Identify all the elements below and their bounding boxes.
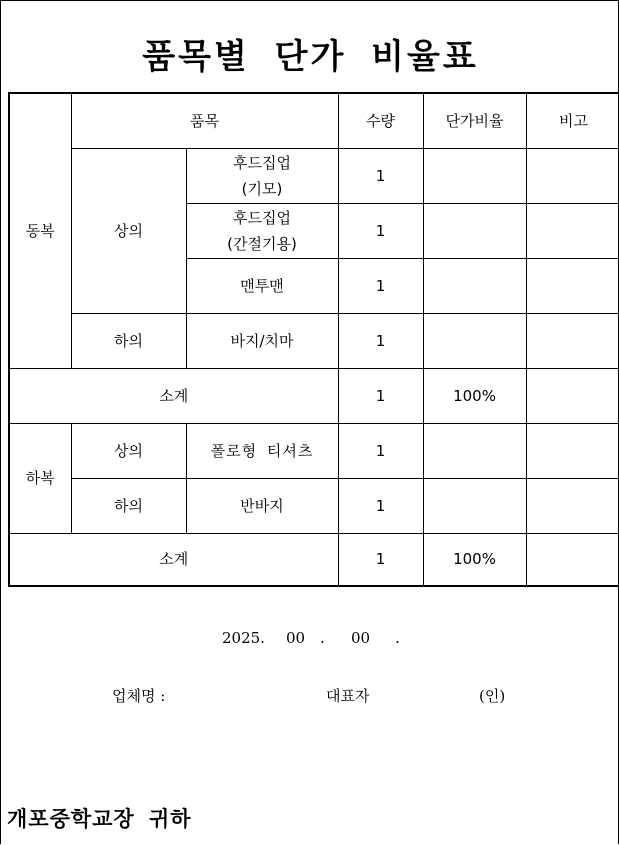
item-price-ratio: [423, 313, 526, 368]
representative-label: 대표자: [326, 687, 370, 705]
item-name: 반바지: [186, 478, 338, 533]
item-name: [186, 148, 338, 203]
seal-mark: (인): [479, 687, 506, 705]
winter-bottom-label: 하의: [71, 313, 186, 368]
addressee: 개포중학교장 귀하: [7, 806, 192, 831]
item-remarks: [526, 203, 619, 258]
item-quantity: 1: [338, 258, 423, 313]
item-name-line1: 후드집업: [233, 153, 291, 172]
date-separator: .: [320, 629, 325, 647]
item-name-line2: (간절기용): [227, 234, 297, 253]
price-ratio-table: [8, 92, 619, 587]
subtotal-remarks: [526, 533, 619, 586]
winter-uniform-label: 동복: [9, 93, 71, 368]
item-price-ratio: [423, 423, 526, 478]
item-name-line2: (기모): [241, 179, 283, 198]
header-row: [9, 93, 619, 148]
header-item: 품목: [71, 93, 338, 148]
summer-uniform-label: 하복: [9, 423, 71, 533]
item-name-line1: 후드집업: [233, 208, 291, 227]
item-quantity: 1: [338, 423, 423, 478]
subtotal-quantity: 1: [338, 368, 423, 423]
item-quantity: 1: [338, 148, 423, 203]
subtotal-label: 소계: [9, 533, 338, 586]
item-remarks: [526, 478, 619, 533]
subtotal-row: [9, 533, 619, 586]
date-month: 00: [286, 629, 306, 647]
item-name: 바지/치마: [186, 313, 338, 368]
winter-top-label: 상의: [71, 148, 186, 313]
item-quantity: 1: [338, 313, 423, 368]
item-quantity: 1: [338, 203, 423, 258]
subtotal-row: [9, 368, 619, 423]
item-remarks: [526, 258, 619, 313]
table-row: [9, 148, 619, 203]
summer-top-label: 상의: [71, 423, 186, 478]
subtotal-ratio: 100%: [423, 368, 526, 423]
table-row: [9, 478, 619, 533]
item-name: 폴로형 티셔츠: [186, 423, 338, 478]
table-row: [9, 423, 619, 478]
item-price-ratio: [423, 258, 526, 313]
item-remarks: [526, 313, 619, 368]
date-year: 2025.: [222, 629, 265, 647]
subtotal-remarks: [526, 368, 619, 423]
header-remarks: 비고: [526, 93, 619, 148]
item-price-ratio: [423, 148, 526, 203]
date-day: 00: [351, 629, 371, 647]
item-quantity: 1: [338, 478, 423, 533]
item-price-ratio: [423, 203, 526, 258]
date-separator: .: [395, 629, 400, 647]
subtotal-quantity: 1: [338, 533, 423, 586]
subtotal-label: 소계: [9, 368, 338, 423]
header-quantity: 수량: [338, 93, 423, 148]
document-title: 품목별 단가 비율표: [142, 37, 479, 77]
item-remarks: [526, 423, 619, 478]
summer-bottom-label: 하의: [71, 478, 186, 533]
item-name: [186, 203, 338, 258]
company-name-label: 업체명 :: [112, 687, 166, 705]
item-remarks: [526, 148, 619, 203]
subtotal-ratio: 100%: [423, 533, 526, 586]
header-price-ratio: 단가비율: [423, 93, 526, 148]
table-row: [9, 313, 619, 368]
item-name: 맨투맨: [186, 258, 338, 313]
item-price-ratio: [423, 478, 526, 533]
